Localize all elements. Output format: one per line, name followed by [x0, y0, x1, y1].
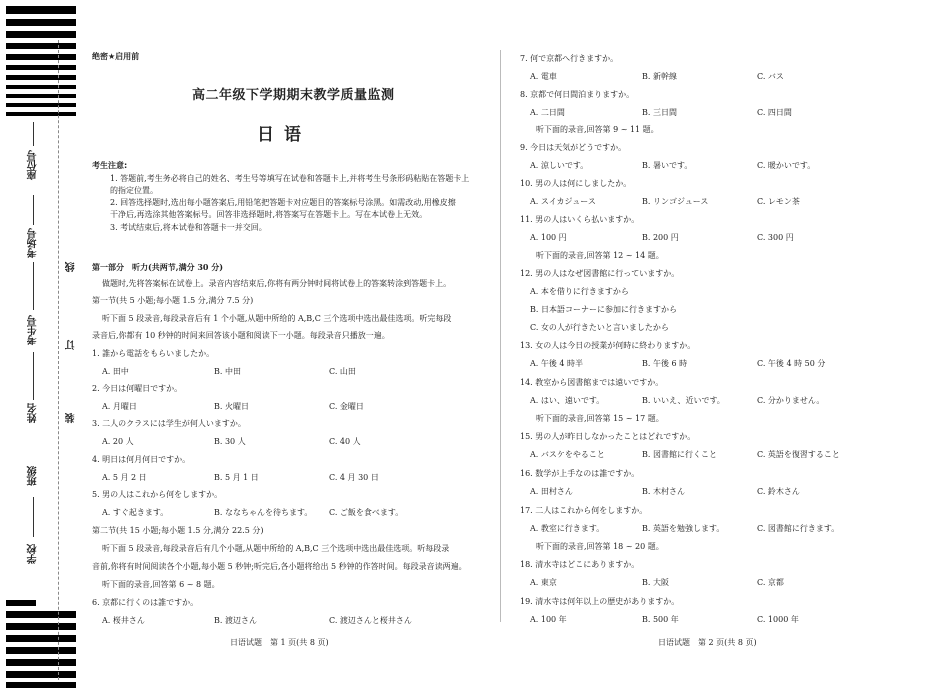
barcode-bar [6, 65, 76, 70]
exam-title: 高二年级下学期期末教学质量监测 [192, 88, 395, 103]
option-c[interactable]: C. 暖かいです。 [757, 161, 816, 170]
name-line[interactable] [33, 352, 34, 400]
seat-number-line[interactable] [33, 122, 34, 146]
option-b[interactable]: B. リンゴジュース [642, 197, 709, 206]
option-b[interactable]: B. 英語を勉強します。 [642, 524, 725, 533]
option-c[interactable]: C. 午後 4 時 50 分 [757, 359, 826, 368]
option-b[interactable]: B. 図書館に行くこと [642, 450, 717, 459]
part1-heading: 第一部分 听力(共两节,满分 30 分) [92, 262, 224, 272]
notice-line: 1. 答题前,考生务必将自己的姓名、考生号等填写在试卷和答题卡上,并将考生号条形码粘贴在答题卡上 [110, 174, 470, 183]
seat-number-label: 座位号 [28, 150, 39, 180]
barcode-bar [6, 682, 76, 688]
notice-line: 干净后,再选涂其他答案标号。回答非选择题时,将答案写在答题卡上。写在本试卷上无效。 [110, 210, 428, 219]
option-a[interactable]: A. 20 人 [102, 437, 134, 446]
option-c[interactable]: C. 京都 [757, 578, 784, 587]
option-a[interactable]: A. 田中 [102, 367, 129, 376]
listening-instruction: 听下面的录音,回答第 12 ~ 14 题。 [536, 251, 664, 260]
option-c[interactable]: C. 鈴木さん [757, 487, 800, 496]
section1-intro: 听下面 5 段录音,每段录音后有 1 个小题,从题中所给的 A,B,C 三个选项中选出最佳选项。听完每段 [102, 314, 452, 323]
option-b[interactable]: B. 午後 6 時 [642, 359, 688, 368]
option-b[interactable]: B. ななちゃんを待ちます。 [214, 508, 313, 517]
option-b[interactable]: B. 30 人 [214, 437, 246, 446]
question-1: 1. 誰から電話をもらいましたか。 [92, 349, 215, 358]
option-b[interactable]: B. 火曜日 [214, 402, 249, 411]
cut-line [58, 40, 59, 680]
section2-heading: 第二节(共 15 小题;每小题 1.5 分,满分 22.5 分) [92, 526, 264, 535]
option-a[interactable]: A. 100 年 [530, 615, 567, 624]
option-a[interactable]: A. 涼しいです。 [530, 161, 589, 170]
question-5: 5. 男の人はこれから何をしますか。 [92, 490, 223, 499]
option-a[interactable]: A. 田村さん [530, 487, 573, 496]
option-a[interactable]: A. 電車 [530, 72, 557, 81]
option-a[interactable]: A. 午後 4 時半 [530, 359, 584, 368]
column-divider [500, 50, 501, 622]
exam-room-label: 考场号 [28, 228, 39, 258]
barcode-bar [6, 112, 76, 116]
question-8: 8. 京都で何日間泊まりますか。 [520, 90, 635, 99]
option-a[interactable]: A. すぐ起きます。 [102, 508, 169, 517]
option-c[interactable]: C. 金曜日 [329, 402, 364, 411]
section1-heading: 第一节(共 5 小题;每小题 1.5 分,满分 7.5 分) [92, 296, 254, 305]
option-a[interactable]: A. 桜井さん [102, 616, 145, 625]
barcode-bar [6, 611, 76, 618]
option-a[interactable]: A. バスケをやること [530, 450, 605, 459]
notice-line: 2. 回答选择题时,选出每小题答案后,用铅笔把答题卡对应题目的答案标号涂黑。如需改动,用橡皮擦 [110, 198, 456, 207]
exam-room-line[interactable] [33, 195, 34, 225]
option-c[interactable]: C. 渡辺さんと桜井さん [329, 616, 412, 625]
option-b[interactable]: B. 大阪 [642, 578, 669, 587]
barcode-bar [6, 659, 76, 666]
section2-intro: 音前,你将有时间阅读各个小题,每小题 5 秒钟;听完后,各小题将给出 5 秒钟的作答时间。每段录音读两遍。 [92, 562, 467, 571]
barcode-bar [6, 623, 76, 630]
binding-strip [0, 0, 76, 688]
question-19: 19. 清水寺は何年以上の歴史がありますか。 [520, 597, 680, 606]
option-c[interactable]: C. レモン茶 [757, 197, 800, 206]
option-b[interactable]: B. 渡辺さん [214, 616, 257, 625]
option-b[interactable]: B. 木村さん [642, 487, 685, 496]
binding-mark-staple: 订 [66, 340, 77, 350]
question-10: 10. 男の人は何にしましたか。 [520, 179, 632, 188]
question-7: 7. 何で京都へ行きますか。 [520, 54, 619, 63]
option-c[interactable]: C. ご飯を食べます。 [329, 508, 404, 517]
option-b[interactable]: B. 200 円 [642, 233, 679, 242]
name-label: 姓名 [28, 403, 39, 423]
option-c[interactable]: C. 分かりません。 [757, 396, 825, 405]
question-13: 13. 女の人は今日の授業が何時に終わりますか。 [520, 341, 696, 350]
barcode-bar [6, 671, 76, 678]
option-b[interactable]: B. 日本語コーナーに参加に行きますから [530, 305, 677, 314]
listening-instruction: 听下面的录音,回答第 9 ~ 11 题。 [536, 125, 659, 134]
subject-title: 日语 [257, 125, 311, 145]
question-6: 6. 京都に行くのは誰ですか。 [92, 598, 199, 607]
option-a[interactable]: A. はい、遠いです。 [530, 396, 605, 405]
option-a[interactable]: A. 東京 [530, 578, 557, 587]
question-3: 3. 二人のクラスには学生が何人いますか。 [92, 419, 246, 428]
barcode-bar [6, 85, 76, 89]
school-label: 学校 [28, 544, 39, 564]
page-footer: 日语试题 第 2 页(共 8 页) [658, 638, 757, 647]
option-c[interactable]: C. 図書館に行きます。 [757, 524, 840, 533]
option-a[interactable]: A. 100 円 [530, 233, 567, 242]
class-line[interactable] [33, 497, 34, 537]
question-14: 14. 教室から図書館までは遠いですか。 [520, 378, 664, 387]
notice-line: 的指定位置。 [110, 186, 158, 195]
option-a[interactable]: A. 月曜日 [102, 402, 137, 411]
option-a[interactable]: A. スイカジュース [530, 197, 596, 206]
option-a[interactable]: A. 二日間 [530, 108, 565, 117]
question-16: 16. 数学が上手なのは誰ですか。 [520, 469, 640, 478]
notice-line: 3. 考试结束后,将本试卷和答题卡一并交回。 [110, 223, 267, 232]
student-number-line[interactable] [33, 262, 34, 310]
barcode-bar [6, 75, 76, 80]
barcode-bar [6, 94, 76, 98]
option-a[interactable]: A. 本を借りに行きますから [530, 287, 629, 296]
question-17: 17. 二人はこれから何をしますか。 [520, 506, 648, 515]
section2-intro: 听下面 5 段录音,每段录音后有几个小题,从题中所给的 A,B,C 三个选项中选出最佳选项。听每段录 [102, 544, 450, 553]
option-b[interactable]: B. 三日間 [642, 108, 677, 117]
option-c[interactable]: C. 40 人 [329, 437, 361, 446]
binding-mark-bind: 装 [66, 413, 77, 423]
barcode-bar [6, 31, 76, 38]
student-number-label: 考生号 [28, 315, 39, 345]
barcode-bar [6, 54, 76, 60]
option-b[interactable]: B. 暑いです。 [642, 161, 693, 170]
listening-instruction: 听下面的录音,回答第 18 ~ 20 题。 [536, 542, 664, 551]
barcode-bar [6, 635, 76, 642]
question-9: 9. 今日は天気がどうですか。 [520, 143, 627, 152]
section1-intro: 录音后,你都有 10 秒钟的时间来回答该小题和阅读下一小题。每段录音只播放一遍。 [92, 331, 390, 340]
listening-instruction: 听下面的录音,回答第 15 ~ 17 题。 [536, 414, 664, 423]
listening-instruction: 听下面的录音,回答第 6 ~ 8 题。 [102, 580, 220, 589]
question-4: 4. 明日は何月何日ですか。 [92, 455, 191, 464]
option-c[interactable]: C. 女の人が行きたいと言いましたから [530, 323, 669, 332]
option-b[interactable]: B. 新幹線 [642, 72, 677, 81]
barcode-bar [6, 103, 76, 107]
notice-heading: 考生注意: [92, 161, 128, 170]
option-c[interactable]: C. 四日間 [757, 108, 792, 117]
option-b[interactable]: B. いいえ、近いです。 [642, 396, 725, 405]
barcode-bar [6, 6, 76, 14]
option-c[interactable]: C. 英語を復習すること [757, 450, 840, 459]
option-a[interactable]: A. 教室に行きます。 [530, 524, 605, 533]
barcode-bar [6, 647, 76, 654]
option-a[interactable]: A. 5 月 2 日 [102, 473, 147, 482]
barcode-bar [6, 19, 76, 26]
option-c[interactable]: C. 300 円 [757, 233, 794, 242]
option-b[interactable]: B. 5 月 1 日 [214, 473, 259, 482]
barcode-bar [6, 43, 76, 49]
option-c[interactable]: C. バス [757, 72, 784, 81]
question-11: 11. 男の人はいくら払いますか。 [520, 215, 640, 224]
option-b[interactable]: B. 500 年 [642, 615, 679, 624]
question-15: 15. 男の人が昨日しなかったことはどれですか。 [520, 432, 696, 441]
barcode-bar [6, 600, 36, 606]
part1-intro: 做题时,先将答案标在试卷上。录音内容结束后,你将有两分钟时间将试卷上的答案转涂到答题卡上。 [102, 279, 452, 288]
option-c[interactable]: C. 山田 [329, 367, 356, 376]
binding-mark-line: 线 [66, 262, 77, 272]
page-footer: 日语试题 第 1 页(共 8 页) [230, 638, 329, 647]
option-c[interactable]: C. 4 月 30 日 [329, 473, 379, 482]
question-12: 12. 男の人はなぜ図書館に行っていますか。 [520, 269, 680, 278]
confidential-mark: 绝密★启用前 [92, 52, 140, 61]
option-b[interactable]: B. 中田 [214, 367, 241, 376]
question-18: 18. 清水寺はどこにありますか。 [520, 560, 640, 569]
class-label: 班级 [28, 466, 39, 486]
option-c[interactable]: C. 1000 年 [757, 615, 799, 624]
question-2: 2. 今日は何曜日ですか。 [92, 384, 183, 393]
